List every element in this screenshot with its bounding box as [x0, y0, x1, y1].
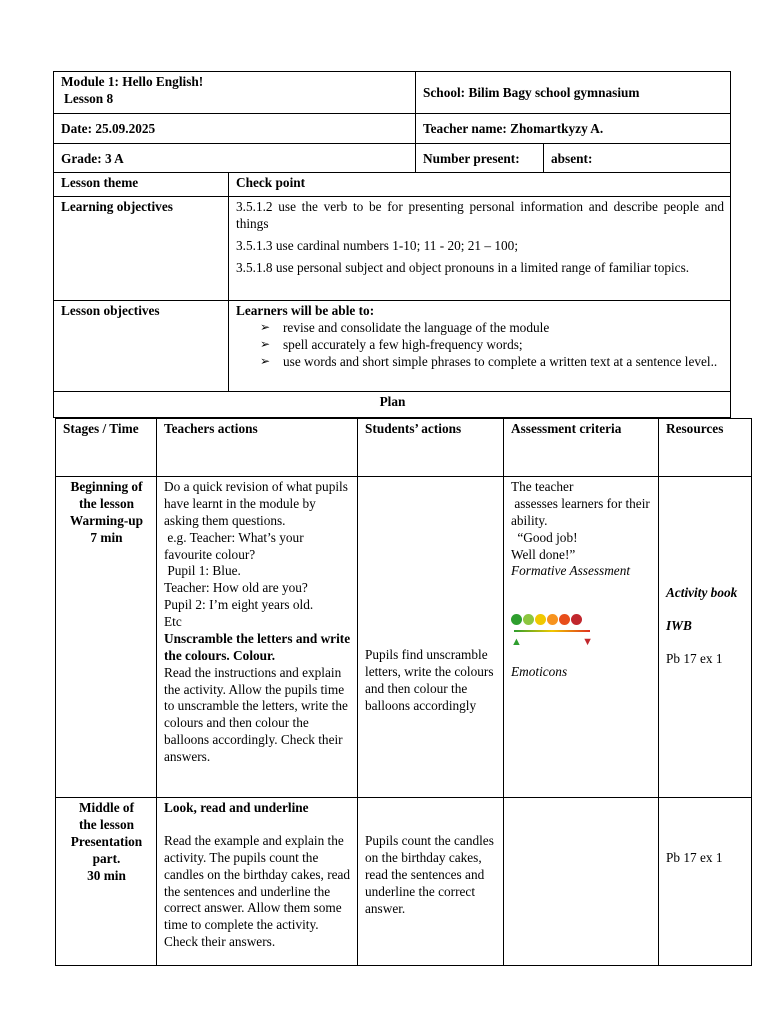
header-resources: Resources	[659, 419, 752, 477]
lesson-header-table	[53, 71, 731, 418]
lesson-objectives-list	[236, 320, 724, 371]
header-stages: Stages / Time	[56, 419, 157, 477]
assessment-2	[504, 798, 659, 966]
assessment-text: Well done!”	[511, 546, 576, 562]
learners-label: Learners will be able to:	[236, 303, 375, 318]
activity-title: Look, read and underline	[164, 800, 309, 815]
smiley-icon	[511, 614, 522, 625]
thumbs-icons	[511, 636, 593, 650]
lesson-theme: Check point	[229, 173, 731, 197]
learning-objective: 3.5.1.2 use the verb to be for presenting personal information and describe people and things	[236, 199, 724, 231]
assessment-text: assesses learners for their ability.	[511, 495, 654, 528]
stage-line: the lesson	[78, 495, 135, 511]
assessment-1	[504, 477, 659, 798]
list-item: ➢ spell accurately a few high-frequency words;	[260, 337, 724, 354]
stage-line: 7 min	[90, 529, 123, 545]
smiley-icon	[523, 614, 534, 625]
grade: Grade: 3 A	[54, 144, 416, 173]
absent: absent:	[544, 144, 731, 173]
school-name: Bilim Bagy school gymnasium	[468, 85, 640, 101]
list-item: ➢ revise and consolidate the language of the module	[260, 320, 724, 337]
lesson-objectives-label: Lesson objectives	[54, 301, 229, 392]
sad-face-icon	[571, 614, 582, 625]
header-assessment: Assessment criteria	[504, 419, 659, 477]
table-row	[56, 798, 752, 966]
stage-line: Warming-up	[69, 512, 144, 528]
teacher-name: Teacher name: Zhomartkyzy A.	[416, 114, 731, 144]
students-text: Pupils count the candles on the birthday cakes, read the sentences and underline the correct answer.	[365, 833, 494, 916]
teacher-text: Do a quick revision of what pupils have learnt in the module by asking them questions.	[164, 479, 348, 528]
teacher-text: e.g. Teacher: What’s your favourite colour?	[164, 529, 307, 562]
arrow-scale-icon	[511, 627, 593, 635]
teacher-text: Teacher: How old are you?	[164, 580, 308, 596]
date: Date: 25.09.2025	[54, 114, 416, 144]
students-actions-2	[358, 798, 504, 966]
stage-line: Presentation	[70, 833, 143, 849]
learning-objectives	[229, 197, 731, 301]
resource-page: Pb 17 ex 1	[666, 850, 723, 865]
table-row	[56, 477, 752, 798]
sad-face-icon	[559, 614, 570, 625]
learning-objective: 3.5.1.3 use cardinal numbers 1-10; 11 - 20; 21 – 100;	[236, 237, 519, 253]
lesson-objectives	[229, 301, 731, 392]
resource-activity-book: Activity book	[666, 585, 738, 600]
stage-line: part.	[92, 850, 121, 866]
module-cell	[54, 72, 416, 114]
students-text: Pupils find unscramble letters, write the colours and then colour the balloons accordingly	[365, 647, 494, 713]
learning-objectives-label: Learning objectives	[54, 197, 229, 301]
neutral-face-icon	[547, 614, 558, 625]
list-item: ➢ use words and short simple phrases to complete a written text at a sentence level..	[260, 354, 724, 371]
teacher-text: Read the instructions and explain the activity. Allow the pupils time to unscramble the letters, write the colours and then colour the balloons accordingly. Check their answers.	[164, 664, 348, 764]
teacher-text: Pupil 2: I’m eight years old.	[164, 597, 314, 613]
stage-line: Middle of	[78, 800, 135, 815]
students-actions-1	[358, 477, 504, 798]
formative-assessment: Formative Assessment	[511, 563, 631, 579]
teacher-text: Etc	[164, 614, 182, 629]
header-students-actions: Students’ actions	[358, 419, 504, 477]
thumbs-down-icon: ▼	[582, 636, 593, 649]
teacher-text: Pupil 1: Blue.	[164, 563, 241, 579]
stage-beginning	[56, 477, 157, 798]
activity-title: Unscramble the letters and write the colours. Colour.	[164, 630, 351, 663]
stage-line: the lesson	[78, 816, 135, 832]
header-teachers-actions: Teachers actions	[157, 419, 358, 477]
school-cell	[416, 72, 731, 114]
teacher-text: Read the example and explain the activity. The pupils count the candles on the birthday cakes, read the sentences and underline the correct answer. Allow them some time to complete the activity. Check their answers.	[164, 832, 351, 950]
stage-middle	[56, 798, 157, 966]
stage-line: 30 min	[87, 867, 126, 883]
assessment-text: The teacher	[511, 479, 574, 494]
learning-objective: 3.5.1.8 use personal subject and object pronouns in a limited range of familiar topics.	[236, 259, 690, 275]
teacher-actions-1	[157, 477, 358, 798]
resource-page: Pb 17 ex 1	[666, 650, 723, 666]
lesson-number: Lesson 8	[64, 90, 114, 106]
number-present: Number present:	[416, 144, 544, 173]
school-label: School:	[423, 85, 466, 101]
thumbs-up-icon: ▲	[511, 636, 522, 649]
plan-table	[55, 418, 752, 966]
emoticons-label: Emoticons	[511, 664, 568, 680]
resources-1	[659, 477, 752, 798]
module-title: Module 1: Hello English!	[61, 74, 204, 89]
assessment-text: “Good job!	[514, 529, 578, 545]
stage-line: Beginning of	[70, 479, 143, 494]
resource-iwb: IWB	[666, 617, 692, 633]
emoticon-scale	[511, 614, 652, 625]
lesson-theme-label: Lesson theme	[54, 173, 229, 197]
resources-2	[659, 798, 752, 966]
teacher-actions-2	[157, 798, 358, 966]
plan-heading: Plan	[54, 392, 731, 418]
neutral-face-icon	[535, 614, 546, 625]
